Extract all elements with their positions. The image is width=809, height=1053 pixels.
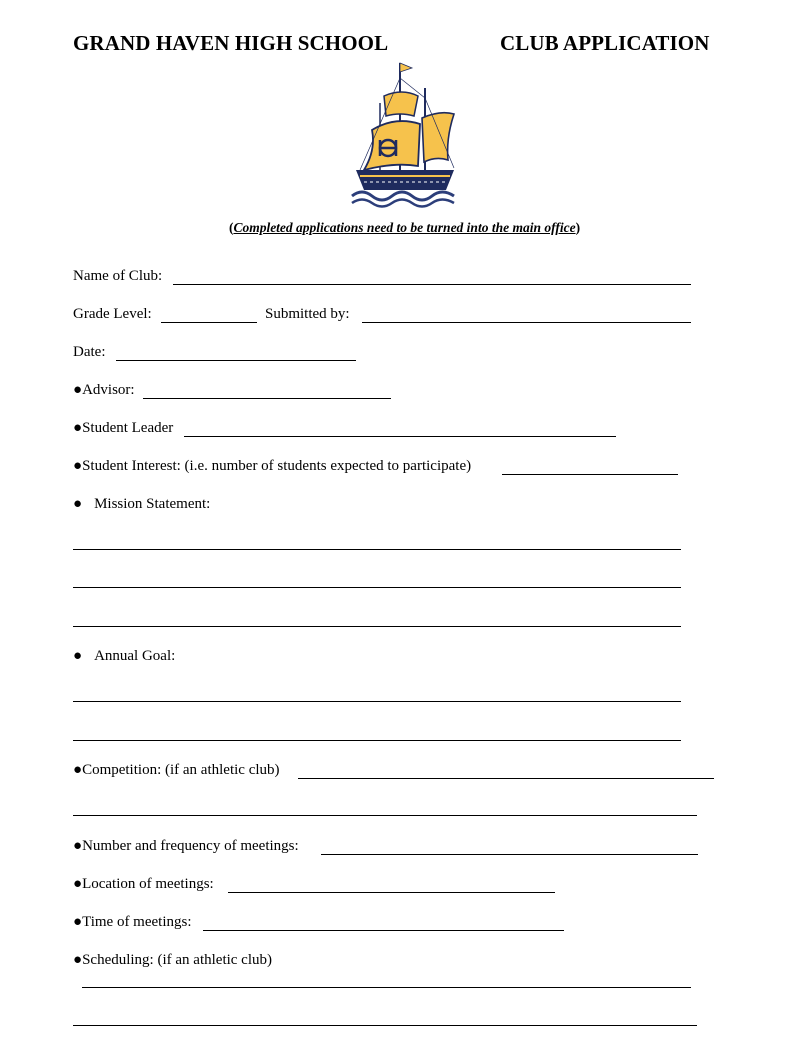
mission-statement-line-1[interactable] [73,549,681,550]
bullet-icon: ● [73,458,83,474]
mission-statement-label [73,496,210,513]
scheduling-text: Scheduling: (if an athletic club) [82,952,273,968]
submitted-by-label: Submitted by: [265,306,350,322]
meetings-location-text: Location of meetings: [82,876,214,892]
meetings-frequency-label [73,838,299,855]
meetings-time-field[interactable] [203,930,564,931]
mission-statement-line-3[interactable] [73,626,681,627]
club-name-field[interactable] [173,284,691,285]
annual-goal-label [73,648,175,665]
scheduling-label [73,952,272,969]
bullet-icon: ● [73,382,83,398]
meetings-time-text: Time of meetings: [82,914,192,930]
scheduling-line-2[interactable] [73,1025,697,1026]
competition-text: Competition: (if an athletic club) [82,762,280,778]
bullet-icon: ● [73,952,83,968]
bullet-icon: ● [73,648,83,664]
scheduling-line-1[interactable] [82,987,691,988]
competition-line-2[interactable] [73,815,697,816]
instruction-text: Completed applications need to be turned into the main office [233,220,576,235]
student-interest-text: Student Interest: (i.e. number of students expected to participate) [82,458,472,474]
meetings-location-field[interactable] [228,892,555,893]
advisor-text: Advisor: [82,382,135,398]
bullet-icon: ● [73,914,83,930]
meetings-time-label [73,914,192,931]
submitted-by-field[interactable] [362,322,691,323]
ship-logo-icon [350,58,460,208]
form-title: CLUB APPLICATION [500,31,710,55]
mission-statement-line-2[interactable] [73,587,681,588]
grade-level-field[interactable] [161,322,257,323]
club-name-label: Name of Club: [73,268,163,284]
meetings-location-label [73,876,214,893]
competition-label [73,762,280,779]
student-leader-field[interactable] [184,436,616,437]
advisor-label [73,382,135,399]
mission-statement-text: Mission Statement: [94,496,211,512]
advisor-field[interactable] [143,398,391,399]
competition-field[interactable] [298,778,714,779]
annual-goal-line-1[interactable] [73,701,681,702]
school-name: GRAND HAVEN HIGH SCHOOL [73,31,389,55]
meetings-frequency-field[interactable] [321,854,698,855]
student-interest-label [73,458,471,475]
grade-level-label: Grade Level: [73,306,152,322]
annual-goal-text: Annual Goal: [94,648,176,664]
date-field[interactable] [116,360,356,361]
bullet-icon: ● [73,420,83,436]
date-label: Date: [73,344,106,360]
meetings-frequency-text: Number and frequency of meetings: [82,838,299,854]
bullet-icon: ● [73,496,83,512]
paren-close: ) [575,220,581,235]
student-leader-label [73,420,173,437]
bullet-icon: ● [73,838,83,854]
student-interest-field[interactable] [502,474,678,475]
paren-open: ( [228,220,234,235]
bullet-icon: ● [73,876,83,892]
annual-goal-line-2[interactable] [73,740,681,741]
student-leader-text: Student Leader [82,420,174,436]
submission-instruction [0,220,809,236]
bullet-icon: ● [73,762,83,778]
